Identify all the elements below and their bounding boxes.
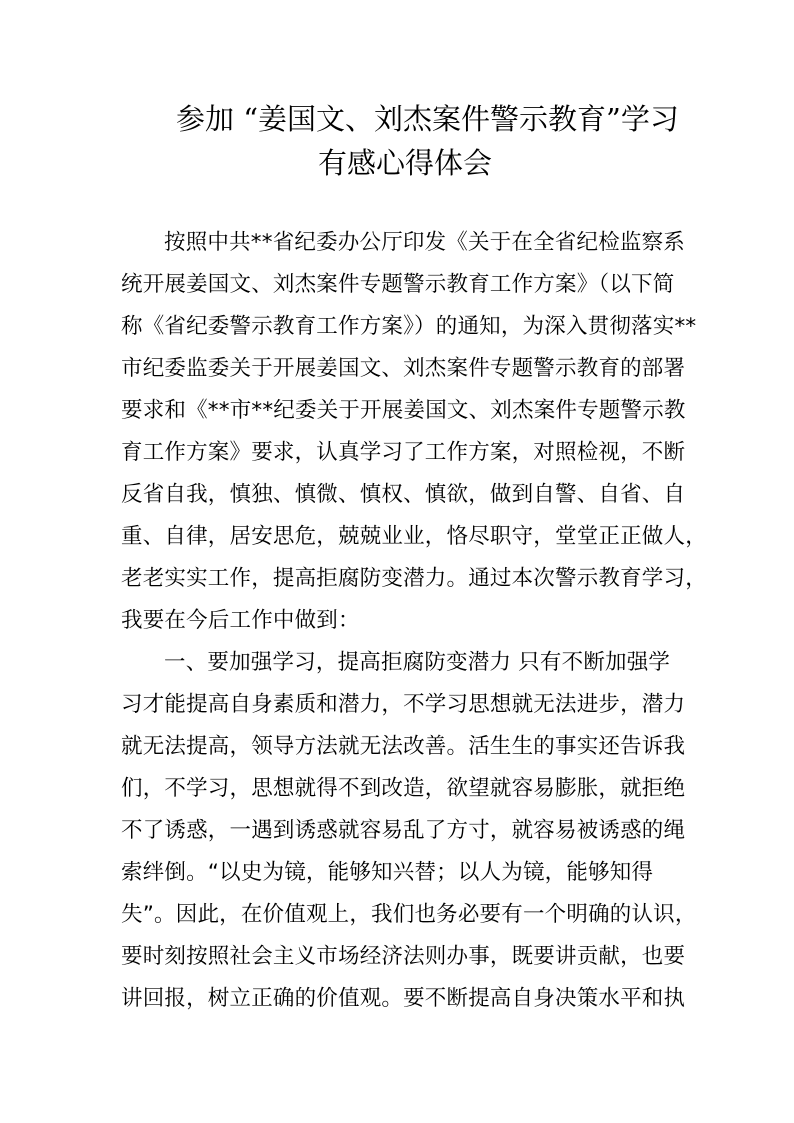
document-title-line-1: 参加 “姜国文、刘杰案件警示教育”学习 — [176, 102, 679, 136]
paragraph-1-line-1: 按照中共**省纪委办公厅印发《关于在全省纪检监察系 — [164, 230, 686, 255]
document-title-line-2: 有感心得体会 — [318, 146, 493, 180]
paragraph-2-line-3: 就无法提高，领导方法就无法改善。活生生的事实还告诉我 — [121, 734, 686, 759]
paragraph-1-line-2: 统开展姜国文、刘杰案件专题警示教育工作方案》（以下简 — [121, 272, 675, 297]
paragraph-2-line-2: 习才能提高自身素质和潜力，不学习思想就无法进步，潜力 — [121, 692, 686, 717]
paragraph-1-line-4: 市纪委监委关于开展姜国文、刘杰案件专题警示教育的部署 — [121, 356, 686, 381]
paragraph-2-line-7: 失”。因此，在价值观上，我们也务必要有一个明确的认识， — [121, 902, 697, 927]
paragraph-1-line-6: 育工作方案》要求，认真学习了工作方案，对照检视，不断 — [121, 440, 686, 465]
paragraph-2-line-5: 不了诱惑，一遇到诱惑就容易乱了方寸，就容易被诱惑的绳 — [121, 818, 686, 843]
paragraph-2-line-8: 要时刻按照社会主义市场经济法则办事，既要讲贡献，也要 — [121, 944, 686, 969]
paragraph-2-line-9: 讲回报，树立正确的价值观。要不断提高自身决策水平和执 — [121, 986, 686, 1011]
paragraph-1-line-7: 反省自我，慎独、慎微、慎权、慎欲，做到自警、自省、自 — [121, 482, 686, 507]
paragraph-2-line-4: 们，不学习，思想就得不到改造，欲望就容易膨胀，就拒绝 — [121, 776, 686, 801]
paragraph-1-line-5: 要求和《**市**纪委关于开展姜国文、刘杰案件专题警示教 — [121, 398, 686, 423]
paragraph-1-line-10: 我要在今后工作中做到： — [121, 608, 360, 633]
paragraph-2-line-6: 索绊倒。“以史为镜，能够知兴替；以人为镜，能够知得 — [121, 860, 654, 885]
paragraph-1-line-9: 老老实实工作，提高拒腐防变潜力。通过本次警示教育学习， — [121, 566, 707, 591]
paragraph-2-line-1: 一、要加强学习，提高拒腐防变潜力 只有不断加强学 — [164, 650, 671, 675]
paragraph-1-line-3: 称《省纪委警示教育工作方案》）的通知，为深入贯彻落实** — [121, 314, 697, 339]
paragraph-1-line-8: 重、自律，居安思危，兢兢业业，恪尽职守，堂堂正正做人， — [121, 524, 707, 549]
